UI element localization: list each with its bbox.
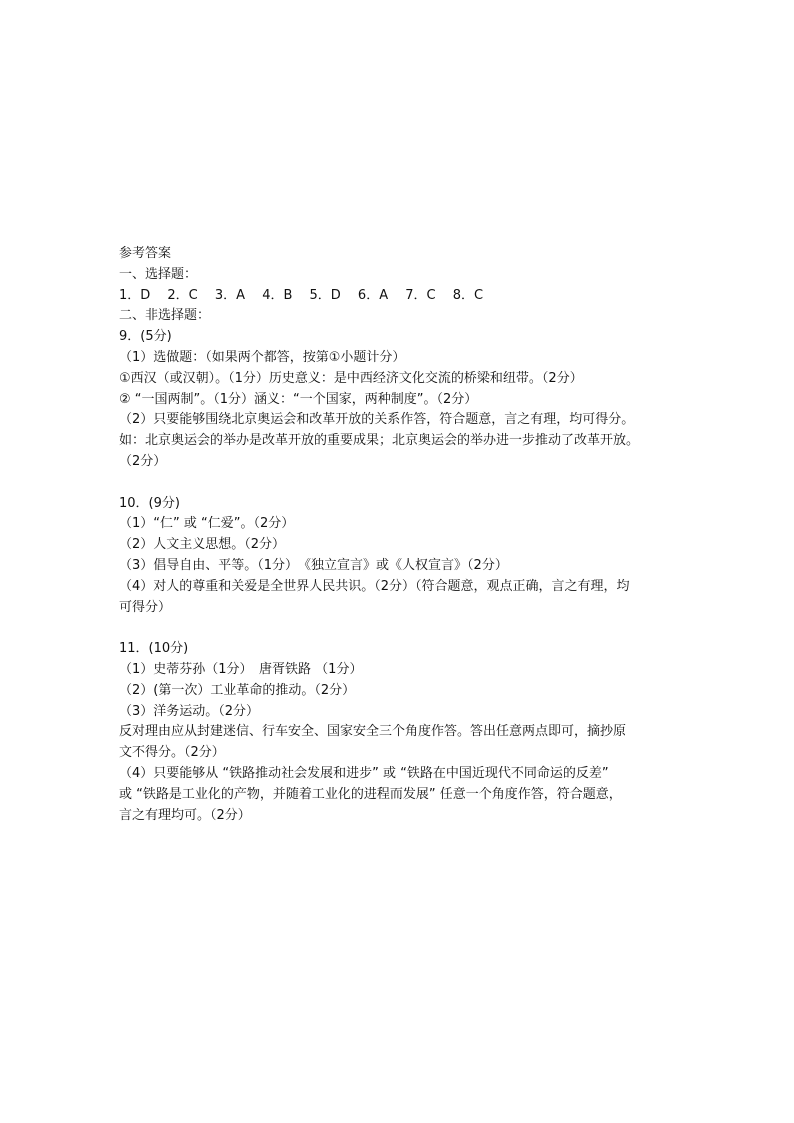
q11-line: 言之有理均可。（2分） <box>119 807 251 823</box>
q9-header: 9．(5分) <box>119 329 172 345</box>
q9-line: 如：北京奥运会的举办是改革开放的重要成果；北京奥运会的举办进一步推动了改革开放。 <box>119 433 640 449</box>
q10-line: （2）人文主义思想。（2分） <box>119 537 286 553</box>
q9-line: ② “一国两制”。（1分）涵义：“一个国家，两种制度”。（2分） <box>119 391 478 407</box>
q11-line: 反对理由应从封建迷信、行车安全、国家安全三个角度作答。答出任意两点即可，摘抄原 <box>119 724 627 740</box>
blank-line <box>119 473 689 494</box>
q10-header: 10．(9分) <box>119 495 180 511</box>
answer-key <box>119 244 689 826</box>
q10-line: （4）对人的尊重和关爱是全世界人民共识。（2分）（符合题意，观点正确，言之有理，均 <box>119 578 630 594</box>
q11-line: （3）洋务运动。（2分） <box>119 703 260 719</box>
q9-line: （1）选做题：（如果两个都答，按第①小题计分） <box>119 349 406 365</box>
q10-line: 可得分） <box>119 599 172 615</box>
blank-line <box>119 618 689 639</box>
q11-line: 或 “铁路是工业化的产物，并随着工业化的进程而发展” 任意一个角度作答，符合题意， <box>119 786 622 802</box>
q9-line: （2）只要能够围绕北京奥运会和改革开放的关系作答，符合题意，言之有理，均可得分。 <box>119 412 635 428</box>
q10-line: （1）“仁” 或 “仁爱”。（2分） <box>119 516 295 532</box>
q11-line: （4）只要能够从 “铁路推动社会发展和进步” 或 “铁路在中国近现代不同命运的反差” <box>119 765 609 781</box>
document-title: 参考答案 <box>119 246 172 261</box>
q9-line: ①西汉（或汉朝）。（1分）历史意义：是中西经济文化交流的桥梁和纽带。（2分） <box>119 370 583 386</box>
q10-line: （3）倡导自由、平等。（1分） 《独立宣言》或《人权宣言》（2分） <box>119 557 508 573</box>
section1-answers: 1．D 2．C 3．A 4．B 5．D 6．A 7．C 8．C <box>119 287 484 303</box>
q11-header: 11．(10分) <box>119 641 189 657</box>
q9-line: （2分） <box>119 453 167 469</box>
section1-heading: 一、选择题： <box>119 266 198 282</box>
section2-heading: 二、非选择题： <box>119 308 211 324</box>
q11-line: （1）史蒂芬孙（1分） 唐胥铁路 （1分） <box>119 661 363 677</box>
q11-line: 文不得分。（2分） <box>119 745 225 761</box>
q11-line: （2）(第一次）工业革命的推动。（2分） <box>119 682 356 698</box>
